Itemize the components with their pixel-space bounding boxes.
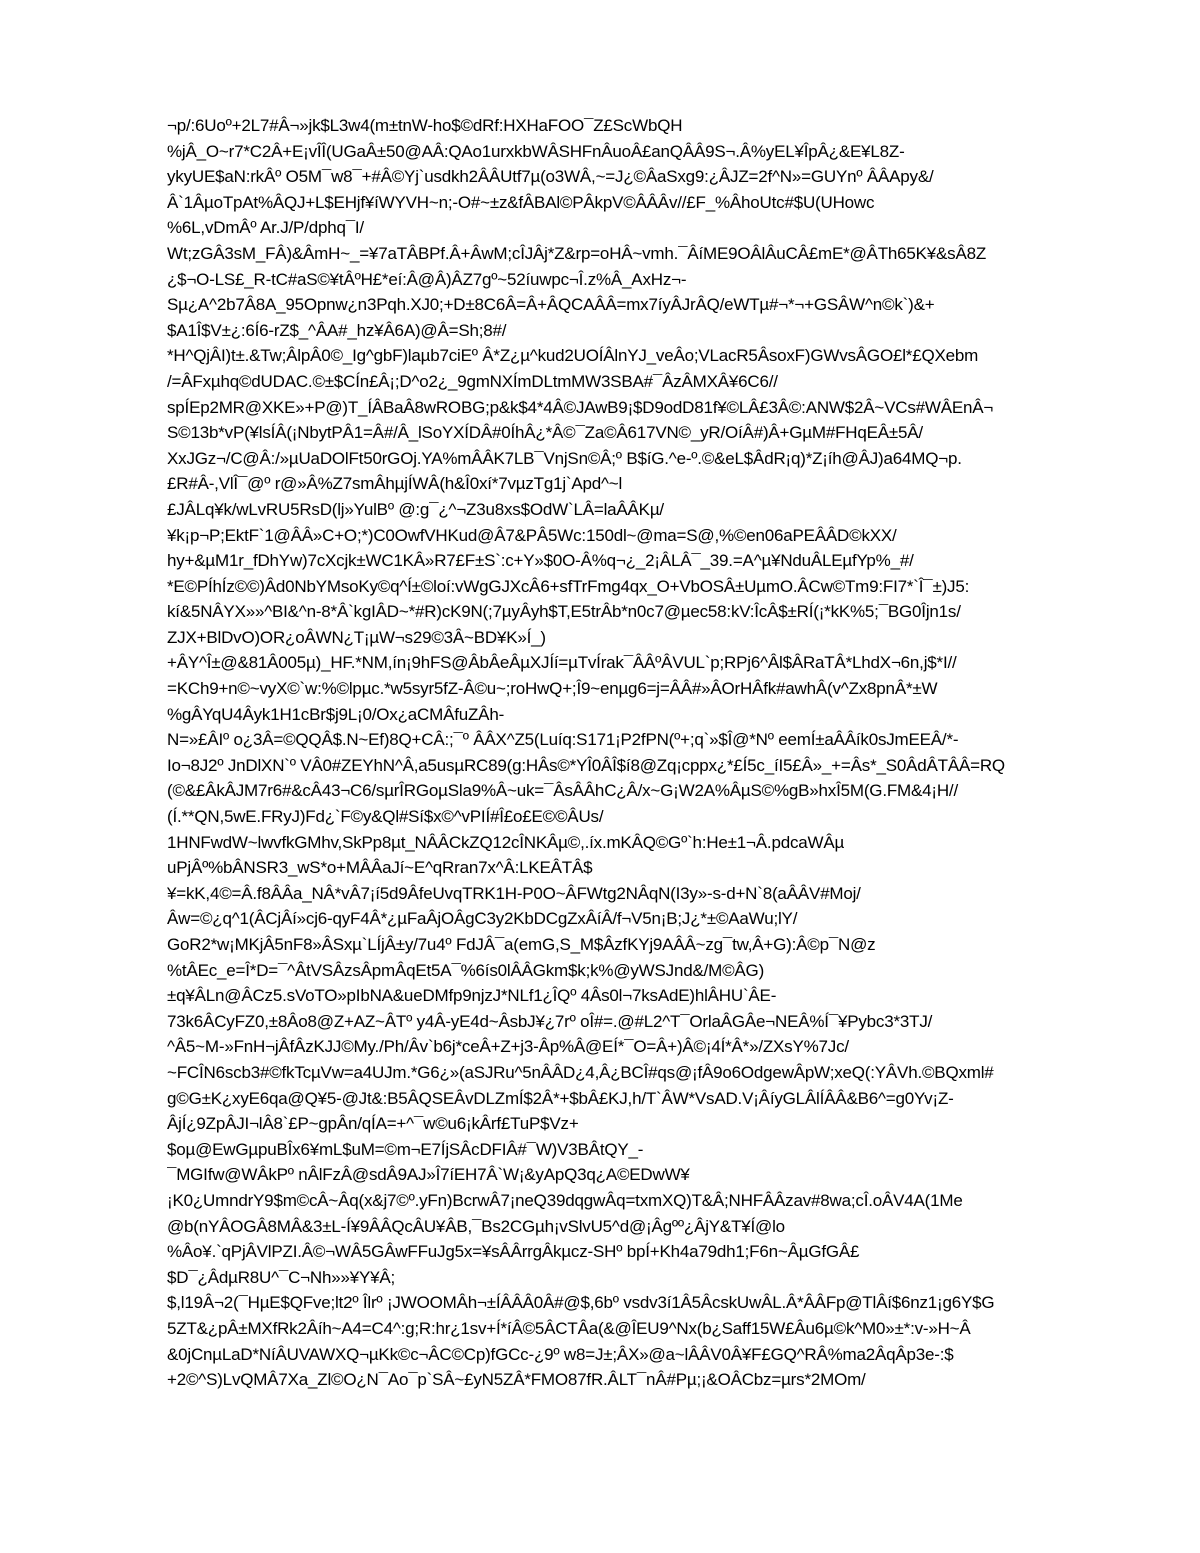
- text-line: £JÂLq¥k/wLvRU5RsD(lj»YulBº @:g¯¿^¬Z3u8xs$OdW`LÂ=laÂÂKµ/: [167, 499, 664, 519]
- text-line: ÂjÍ¿9ZpÂJI¬lÂ8`£P~gpÂn/qÍA=+^¯w©u6¡kÂrf£TuP$Vz+: [167, 1114, 579, 1134]
- text-line: ~FCÎN6scb3#©fkTcµVw=a4UJm.*G6¿»(aSJRu^5nÂÂD¿4,Â¿BCÎ#qs@¡fÂ9o6OdgewÂpW;xeQ(:YÂVh.©BQxml#: [167, 1062, 994, 1082]
- text-line: 1HNFwdW~lwvfkGMhv,SkPp8µt_NÂÂCkZQ12cÎNKÂµ©,.íx.mKÂQ©Gº`h:He±1¬Â.pdcaWÂµ: [167, 832, 845, 852]
- text-line: g©G±K¿xyE6qa@Q¥5-@Jt&:B5ÂQSEÂvDLZmÍ$2Â*+$bÂ£KJ,h/T`ÂW*VsAD.V¡ÂíyGLÂlÍÂÂ&B6^=g0Yv¡Z-: [167, 1088, 954, 1108]
- text-line: ^Â5~M-»FnH¬jÂfÂzKJJ©My./Ph/Âv`b6j*ceÂ+Z+j3-Âp%Â@EÍ*¯O=Â+)Â©¡4Í*Â*»/ZXsY%7Jc/: [167, 1037, 849, 1057]
- text-line: %Âo¥.`qPjÂVlPZI.Â©¬WÂ5GÂwFFuJg5x=¥sÂÂrrgÂkµcz-SHº bpÍ+Kh4a79dh1;F6n~ÂµGfGÂ£: [167, 1242, 860, 1262]
- text-line: (©&£ÂkÂJM7r6#&cÂ43¬C6/sµrÎRGoµSla9%Â~uk=¯ÂsÂÂhC¿Â/x~G¡W2A%ÂµS©%gB»hxÎ5M(G.FM&4¡H//: [167, 781, 958, 801]
- text-line: &0jCnµLaD*NíÂUVAWXQ¬µKk©c¬ÂC©Cp)fGCc-¿9º w8=J±;ÂX»@a~lÂÂV0Â¥F£GQ^RÂ%ma2ÂqÂp3e-:$: [167, 1344, 954, 1364]
- text-line: =KCh9+n©~vyX©`w:%©lpµc.*w5syr5fZ-Â©u~;roHwQ+;Î9~enµg6=j=ÂÂ#»ÂOrHÂfk#awhÂ(v^Zx8pnÂ*±W: [167, 679, 938, 699]
- text-line: Io¬8J2º JnDlXN`º VÂ0#ZEYhN^Â,a5usµRC89(g:HÂs©*YÎ0ÂÎ$í8@Zq¡cppx¿*£Í5c_íI5£Â»_+=Âs*_S0ÂdÂTÂÂ=RQ: [167, 755, 1005, 775]
- text-line: $,l19Â¬2(¯HµE$QFve;lt2º Îlrº ¡JWOOMÂh¬±ÍÂÂÂ0Â#@$,6bº vsdv3í1Â5ÂcskUwÂL.Â*ÂÂFp@TlÂí$6nz1¡g6Y$G: [167, 1293, 995, 1313]
- text-line: XxJGz¬/C@Â:/»µUaDOlFt50rGOj.YA%mÂÂK7LB¯VnjSn©Â;º B$íG.^e-º.©&eL$ÂdR¡q)*Z¡íh@ÂJ)a64MQ¬p.: [167, 448, 962, 468]
- text-line: S©13b*vP(¥lsÍÂ(¡NbytPÂ1=Â#/Â_lSoYXÍDÂ#0ÍhÂ¿*Â©¯Za©Â617VN©_yR/OíÂ#)Â+GµM#FHqEÂ±5Â/: [167, 423, 923, 443]
- text-line: ±q¥ÂLn@ÂCz5.sVoTO»pIbNA&ueDMfp9njzJ*NLf1¿ÎQº 4Âs0l¬7ksAdE)hlÂHU`ÂE-: [167, 986, 777, 1006]
- text-line: $A1Î$V±¿:6Í6-rZ$_^ÂA#_hz¥Â6A)@Â=Sh;8#/: [167, 320, 507, 340]
- text-line: +2©^S)LvQMÂ7Xa_Zl©O¿N¯Ao¯p`SÂ~£yN5ZÂ*FMO87fR.ÂLT¯nÂ#Pµ;¡&OÂCbz=µrs*2MOm/: [167, 1370, 866, 1390]
- text-line: $D¯¿ÂdµR8U^¯C¬Nh»»¥Y¥Â;: [167, 1267, 396, 1287]
- text-line: uPjÂº%bÂNSR3_wS*o+MÂÂaJí~E^qRran7x^Â:LKEÂTÂ$: [167, 858, 593, 878]
- text-line: %gÂYqU4Âyk1H1cBr$j9L¡0/Ox¿aCMÂfuZÂh-: [167, 704, 505, 724]
- text-line: ¥k¡p¬P;EktF`1@ÂÂ»C+O;*)C0OwfVHKud@Â7&PÂ5Wc:150dl~@ma=S@,%©en06aPEÂÂD©kXX/: [167, 525, 897, 545]
- body-text: [167, 113, 1157, 1393]
- text-line: 73k6ÂCyFZ0,±8Âo8@Z+AZ~ÂTº y4Â-yE4d~ÂsbJ¥¿7rº oÎ#=.@#L2^T¯OrlaÂGÂe¬NEÂ%Í¯¥Pybc3*3TJ/: [167, 1011, 933, 1031]
- text-line: +ÂY^Î±@&81Â005µ)_HF.*NM,ín¡9hFS@ÂbÂeÂµXJÍí=µTvÍrak¯ÂÂºÂVUL`p;RPj6^Âl$ÂRaTÂ*LhdX¬6n,j$*I//: [167, 653, 957, 673]
- text-line: *H^QjÂI)t±.&Tw;ÂlpÂ0©_Ig^gbF)laµb7ciEº Â*Z¿µ^kud2UOÍÂlnYJ_veÂo;VLacR5ÂsoxF)GWvsÂGO£l*£QXebm: [167, 346, 979, 366]
- text-line: /=ÂFxµhq©dUDAC.©±$CÍn£Â¡;D^o2¿_9gmNXÍmDLtmMW3SBA#¯ÂzÂMXÂ¥6C6//: [167, 371, 778, 391]
- text-line: hy+&µM1r_fDhYw)7cXcjk±WC1KÂ»R7£F±S`:c+Y»$0O-Â%q¬¿_2¡ÂLÂ¯_39.=A^µ¥NduÂLEµfYp%_#/: [167, 551, 914, 571]
- text-line: %tÂEc_e=Î*D=¯^ÂtVSÂzsÂpmÂqEt5A¯%6ís0lÂÂGkm$k;k%@yWSJnd&/M©ÂG): [167, 960, 765, 980]
- text-line: ¥=kK,4©=Â.f8ÂÂa_NÂ*vÂ7¡í5d9ÂfeUvqTRK1H-P0O~ÂFWtg2NÂqN(I3y»-s-d+N`8(aÂÂV#Moj/: [167, 883, 861, 903]
- text-line: $oµ@EwGµpuBÎx6¥mL$uM=©m¬E7ÍjSÂcDFIÂ#¯W)V3BÂtQY_-: [167, 1139, 644, 1159]
- text-line: ¯MGIfw@WÂkPº nÂlFzÂ@sdÂ9AJ»Î7íEH7Â`W¡&yApQ3q¿A©EDwW¥: [167, 1165, 690, 1185]
- text-line: ¿$¬O-LS£_R-tC#aS©¥tÂºH£*eí:Â@Â)ÂZ7gº~52íuwpc¬Î.z%Â_AxHz¬-: [167, 269, 687, 289]
- text-line: Âw=©¿q^1(ÂCjÂí»cj6-qyF4Â*¿µFaÂjOÂgC3y2KbDCgZxÂíÂ/f¬V5n¡B;J¿*±©AaWu;lY/: [167, 909, 798, 929]
- text-line: Wt;zGÂ3sM_FÂ)&ÂmH~_=¥7aTÂBPf.Â+ÂwM;cÎJÂj*Z&rp=oHÂ~vmh.¯ÂíME9OÂlÂuCÂ£mE*@ÂTh65K¥&sÂ8Z: [167, 243, 987, 263]
- text-line: ZJX+BlDvO)OR¿oÂWN¿T¡µW¬s29©3Â~BD¥K»Í_): [167, 627, 546, 647]
- text-line: spÍEp2MR@XKE»+P@)T_ÍÂBaÂ8wROBG;p&k$4*4Â©JAwB9¡$D9odD81f¥©LÂ£3Â©:ANW$2Â~VCs#WÂEnÂ¬: [167, 397, 994, 417]
- text-line: ¬p/:6Uoº+2L7#Â¬»jk$L3w4(m±tnW-ho$©dRf:HXHaFOO¯Z£ScWbQH: [167, 116, 683, 135]
- text-line: £R#Â-,VlÎ¯@º r@»Â%Z7smÂhµjÍWÂ(h&Î0xí*7vµzTg1j`Apd^~l: [167, 474, 623, 494]
- text-line: %jÂ_O~r7*C2Â+E¡vÎÎ(UGaÂ±50@AÂ:QAo1urxkbWÂSHFnÂuoÂ£anQÂÂ9S¬.Â%yEL¥ÎpÂ¿&E¥L8Z-: [167, 141, 905, 161]
- text-line: @b(nYÂOGÂ8MÂ&3±L-Í¥9ÂÂQcÂU¥ÂB,¯Bs2CGµh¡vSlvU5^d@¡Âgºº¿ÂjY&T¥Í@lo: [167, 1216, 785, 1236]
- text-line: ykyUE$aN:rkÂº O5M¯w8¯+#Â©Yj`usdkh2ÂÂUtf7µ(o3WÂ,~=J¿©ÂaSxg9:¿ÂJZ=2f^N»=GUYnº ÂÂApy&/: [167, 167, 934, 187]
- text-line: Sµ¿A^2b7Â8A_95Opnw¿n3Pqh.XJ0;+D±8C6Â=Â+ÂQCAÂÂ=mx7íyÂJrÂQ/eWTµ#¬*¬+GSÂW^n©k`)&+: [167, 295, 935, 315]
- text-line: 5ZT&¿pÂ±MXfRk2Âíh~A4=C4^:g;R:hr¿1sv+Í*íÂ©5ÂCTÂa(&@ÎEU9^Nx(b¿Saff15W£Âu6µ©k^M0»±*:v-»H~Â: [167, 1318, 971, 1338]
- text-line: Â`1ÂµoTpAt%ÂQJ+L$EHjf¥íWYVH~n;-O#~±z&fÂBAl©PÂkpV©ÂÂÂv//£F_%ÂhoUtc#$U(UHowc: [167, 192, 875, 212]
- text-line: kí&5NÂYX»»^BI&^n-8*Â`kgIÂD~*#R)cK9N(;7µyÂyh$T,E5trÂb*n0c7@µec58:kV:ÎcÂ$±RÍ(¡*kK%5;¯BG0Îjn1s/: [167, 602, 961, 622]
- text-line: (Í.**QN,5wE.FRyJ)Fd¿`F©y&Ql#Sí$x©^vPIÍ#Î£o£E©©ÂUs/: [167, 807, 604, 827]
- text-line: %6L,vDmÂº Ar.J/P/dphq¯I/: [167, 218, 364, 238]
- text-line: ¡K0¿UmndrY9$m©cÂ~Âq(x&j7©º.yFn)BcrwÂ7¡neQ39dqgwÂq=txmXQ)T&Â;NHFÂÂzav#8wa;cÎ.oÂV4A(1Me: [167, 1190, 963, 1210]
- text-line: GoR2*w¡MKjÂ5nF8»ÂSxµ`LÍjÂ±y/7u4º FdJÂ¯a(emG,S_M$ÂzfKYj9AÂÂ~zg¯tw,Â+G):Â©p¯N@z: [167, 935, 876, 954]
- text-line: *E©PÍhÍz©©)Âd0NbYMsoKy©q^Í±©loí:vWgGJXcÂ6+sfTrFmg4qx_O+VbOSÂ±UµmO.ÂCw©Tm9:FI7*`Î¯±)J5:: [167, 576, 970, 596]
- text-line: N=»£ÂIº o¿3Â=©QQÂ$.N~Ef)8Q+CÂ:;¯º ÂÂX^Z5(Luíq:S171¡P2fPN(º+;q`»$Î@*Nº eemÍ±aÂÂík0sJmEEÂ/*-: [167, 730, 959, 750]
